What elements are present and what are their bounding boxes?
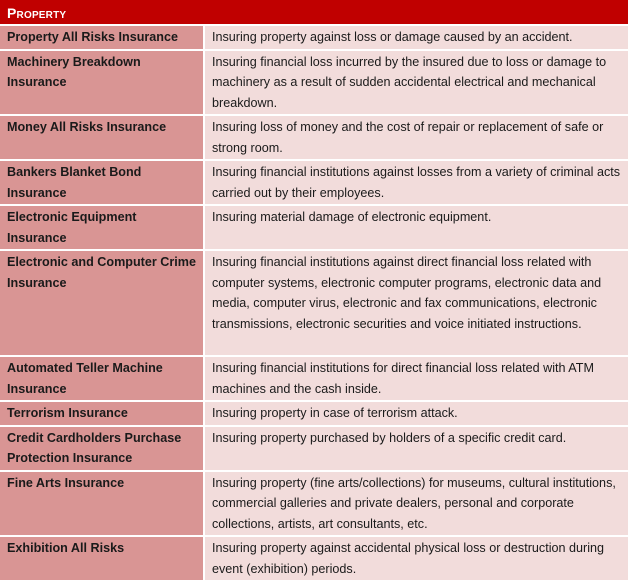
table-row [0, 536, 628, 580]
insurance-table [0, 25, 628, 580]
insurance-description: Insuring financial institutions for direct financial loss related with ATM machines and the cash inside. [204, 356, 628, 401]
insurance-description: Insuring material damage of electronic equipment. [204, 205, 628, 250]
insurance-description: Insuring financial institutions against losses from a variety of criminal acts carried out by their employees. [204, 160, 628, 205]
table-row [0, 356, 628, 401]
table-title: Property [0, 0, 628, 25]
insurance-name: Machinery Breakdown Insurance [0, 50, 204, 116]
table-row [0, 401, 628, 426]
insurance-description: Insuring financial institutions against direct financial loss related with computer systems, electronic computer programs, electronic data and media, computer virus, electronic and fax communications, electronic transmissions, electronic securities and voice initiated instructions. [204, 250, 628, 356]
insurance-description: Insuring property against accidental physical loss or destruction during event (exhibition) periods. [204, 536, 628, 580]
insurance-name: Exhibition All Risks [0, 536, 204, 580]
table-row [0, 26, 628, 50]
insurance-name: Terrorism Insurance [0, 401, 204, 426]
insurance-name: Property All Risks Insurance [0, 26, 204, 50]
insurance-name: Bankers Blanket Bond Insurance [0, 160, 204, 205]
table-row [0, 160, 628, 205]
insurance-name: Credit Cardholders Purchase Protection Insurance [0, 426, 204, 471]
table-row [0, 471, 628, 537]
insurance-name: Fine Arts Insurance [0, 471, 204, 537]
insurance-name: Electronic and Computer Crime Insurance [0, 250, 204, 356]
table-row [0, 205, 628, 250]
insurance-name: Electronic Equipment Insurance [0, 205, 204, 250]
table-row [0, 426, 628, 471]
insurance-name: Automated Teller Machine Insurance [0, 356, 204, 401]
table-row [0, 250, 628, 356]
insurance-description: Insuring property (fine arts/collections) for museums, cultural institutions, commercial galleries and private dealers, personal and corporate collections, artists, art consultants, etc. [204, 471, 628, 537]
insurance-name: Money All Risks Insurance [0, 115, 204, 160]
table-row [0, 115, 628, 160]
insurance-description: Insuring property purchased by holders of a specific credit card. [204, 426, 628, 471]
table-row [0, 50, 628, 116]
insurance-description: Insuring property in case of terrorism attack. [204, 401, 628, 426]
insurance-description: Insuring property against loss or damage caused by an accident. [204, 26, 628, 50]
insurance-description: Insuring loss of money and the cost of repair or replacement of safe or strong room. [204, 115, 628, 160]
insurance-description: Insuring financial loss incurred by the insured due to loss or damage to machinery as a result of sudden accidental electrical and mechanical breakdown. [204, 50, 628, 116]
